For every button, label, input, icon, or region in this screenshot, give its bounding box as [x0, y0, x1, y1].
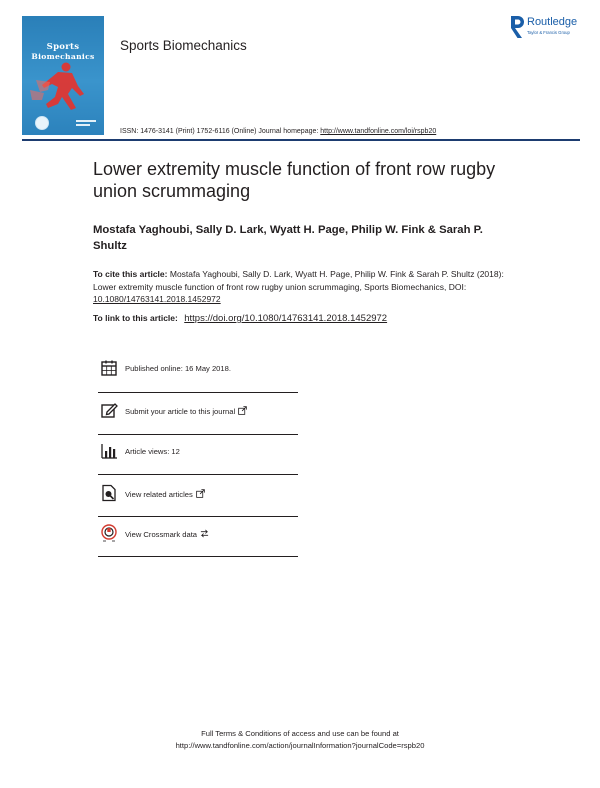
action-divider — [98, 516, 298, 517]
document-search-icon — [100, 484, 118, 502]
cover-publisher-mark — [76, 120, 96, 122]
related-articles-row[interactable] — [98, 482, 298, 508]
published-online-row — [98, 357, 298, 383]
issn-line — [120, 128, 436, 135]
terms-url[interactable]: http://www.tandfonline.com/action/journalInformation?journalCode=rspb20 — [175, 740, 425, 750]
publisher-subtitle: Taylor & Francis Group — [527, 30, 570, 35]
article-title: Lower extremity muscle function of front row rugby union scrummaging — [93, 159, 496, 201]
terms-footer — [0, 728, 600, 751]
bar-chart-icon — [100, 442, 118, 460]
link-label: To link to this article: — [93, 313, 178, 323]
article-views-label: Article views: 12 — [125, 447, 180, 456]
submit-article-label: Submit your article to this journal — [125, 406, 247, 416]
journal-homepage-link[interactable]: http://www.tandfonline.com/loi/rspb20 — [320, 128, 437, 135]
submit-article-row[interactable] — [98, 399, 298, 425]
action-divider — [98, 392, 298, 393]
journal-name[interactable]: Sports Biomechanics — [120, 38, 247, 53]
article-link-row — [93, 313, 513, 324]
article-doi-link[interactable]: https://doi.org/10.1080/14763141.2018.1452972 — [184, 313, 388, 324]
calendar-icon — [100, 359, 118, 377]
routledge-logo[interactable] — [508, 14, 592, 42]
runner-figure-icon — [22, 60, 104, 116]
cover-title-line1: Sports — [46, 42, 80, 52]
citation-doi-link[interactable]: 10.1080/14763141.2018.1452972 — [93, 294, 221, 305]
publisher-name: Routledge — [527, 16, 578, 28]
action-divider — [98, 434, 298, 435]
crossmark-row[interactable] — [98, 522, 298, 548]
cover-publisher-mark-2 — [76, 124, 90, 126]
terms-line: Full Terms & Conditions of access and use can be found at — [201, 729, 399, 738]
action-divider — [98, 474, 298, 475]
external-link-icon — [238, 406, 247, 415]
issn-text: ISSN: 1476-3141 (Print) 1752-6116 (Online) Journal homepage: — [120, 128, 319, 135]
citation-text: Mostafa Yaghoubi, Sally D. Lark, Wyatt H. Page, Philip W. Fink & Sarah P. Shultz (2018): Lower extremity muscle function of front row rugby union scrummaging, Sports Biomechanics, DOI: — [93, 269, 504, 292]
cover-title-line2: Biomechanics — [31, 52, 95, 61]
citation-label: To cite this article: — [93, 269, 168, 279]
external-link-icon — [200, 529, 209, 538]
published-online-label: Published online: 16 May 2018. — [125, 364, 231, 373]
crossmark-label: View Crossmark data — [125, 529, 209, 539]
routledge-r-icon — [508, 14, 526, 40]
cover-seal-icon — [35, 116, 49, 130]
action-divider — [98, 556, 298, 557]
article-authors: Mostafa Yaghoubi, Sally D. Lark, Wyatt H. Page, Philip W. Fink & Sarah P. Shultz — [93, 224, 483, 252]
citation-block — [93, 268, 513, 306]
header-divider — [22, 139, 580, 141]
article-views-row — [98, 440, 298, 466]
related-articles-label: View related articles — [125, 489, 205, 499]
crossmark-icon — [100, 524, 118, 542]
journal-cover-image — [22, 16, 104, 135]
edit-icon — [100, 401, 118, 419]
external-link-icon — [196, 489, 205, 498]
